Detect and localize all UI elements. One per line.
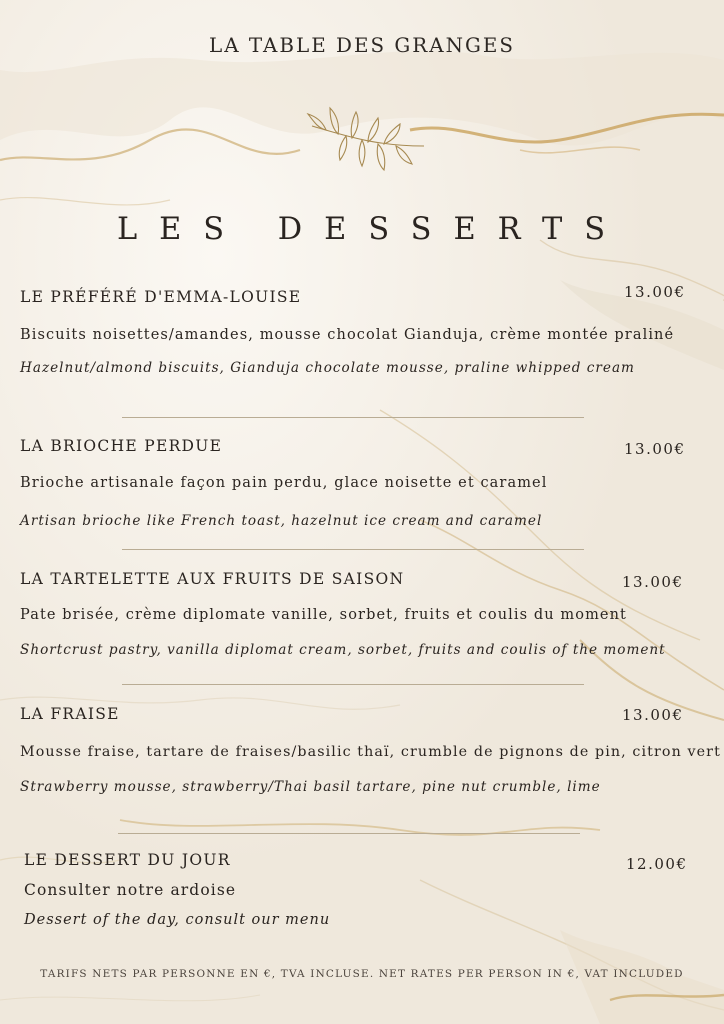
item-description-fr: Brioche artisanale façon pain perdu, glace noisette et caramel (20, 475, 548, 491)
item-name: LA TARTELETTE AUX FRUITS DE SAISON (20, 570, 405, 588)
item-description-en: Dessert of the day, consult our menu (24, 912, 331, 928)
item-price: 13.00€ (622, 573, 684, 591)
item-description-fr: Consulter notre ardoise (24, 881, 237, 899)
item-price: 13.00€ (622, 706, 684, 724)
restaurant-name: LA TABLE DES GRANGES (209, 34, 515, 57)
item-price: 12.00€ (626, 855, 688, 873)
item-description-fr: Biscuits noisettes/amandes, mousse chocolat Gianduja, crème montée praliné (20, 327, 675, 343)
footer-note: TARIFS NETS PAR PERSONNE EN €, TVA INCLUSE. NET RATES PER PERSON IN €, VAT INCLUDED (40, 968, 684, 980)
item-description-fr: Mousse fraise, tartare de fraises/basilic thaï, crumble de pignons de pin, citron vert (20, 744, 721, 760)
item-name: LE PRÉFÉRÉ D'EMMA-LOUISE (20, 288, 302, 306)
olive-branch-icon (306, 106, 430, 186)
item-name: LE DESSERT DU JOUR (24, 851, 231, 869)
section-title: LES DESSERTS (116, 212, 628, 247)
item-description-en: Artisan brioche like French toast, hazelnut ice cream and caramel (20, 513, 543, 529)
item-price: 13.00€ (624, 440, 686, 458)
item-description-fr: Pate brisée, crème diplomate vanille, sorbet, fruits et coulis du moment (20, 607, 627, 623)
divider (122, 684, 584, 685)
divider (118, 833, 580, 834)
item-description-en: Strawberry mousse, strawberry/Thai basil tartare, pine nut crumble, lime (20, 779, 601, 795)
item-price: 13.00€ (624, 283, 686, 301)
divider (122, 417, 584, 418)
item-description-en: Shortcrust pastry, vanilla diplomat cream, sorbet, fruits and coulis of the moment (20, 642, 666, 658)
divider (122, 549, 584, 550)
item-description-en: Hazelnut/almond biscuits, Gianduja chocolate mousse, praline whipped cream (20, 360, 635, 376)
item-name: LA FRAISE (20, 705, 120, 723)
item-name: LA BRIOCHE PERDUE (20, 437, 223, 455)
